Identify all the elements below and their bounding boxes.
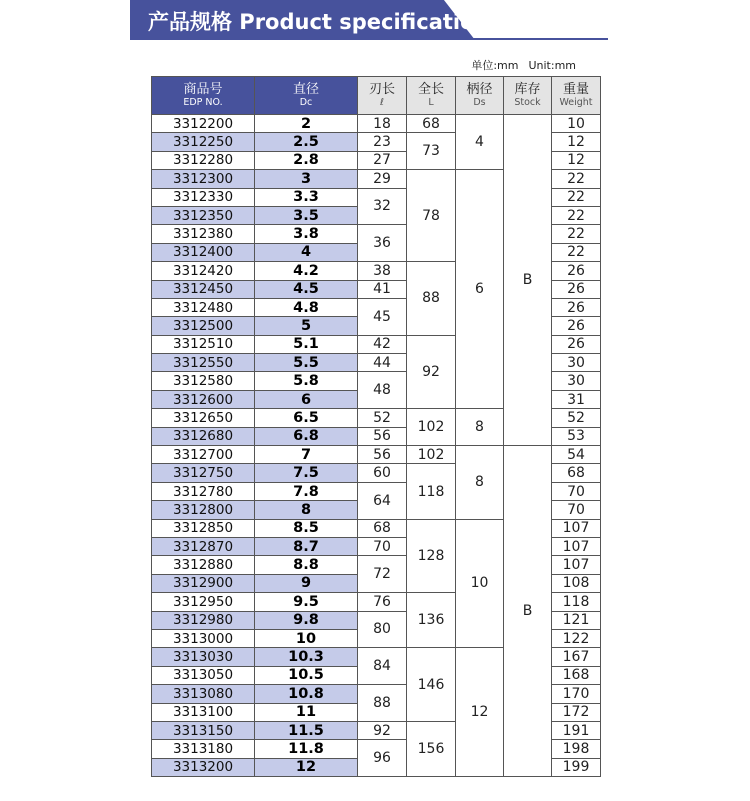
- weight-cell: 22: [552, 206, 601, 224]
- diameter-cell: 2.8: [255, 151, 358, 169]
- weight-cell: 53: [552, 427, 601, 445]
- diameter-cell: 7: [255, 446, 358, 464]
- overall-length-cell: 128: [407, 519, 456, 593]
- diameter-cell: 9: [255, 574, 358, 592]
- edp-number-cell: 3312480: [152, 298, 255, 316]
- weight-cell: 12: [552, 151, 601, 169]
- diameter-cell: 10.5: [255, 666, 358, 684]
- edp-number-cell: 3312550: [152, 354, 255, 372]
- weight-cell: 22: [552, 243, 601, 261]
- weight-cell: 107: [552, 519, 601, 537]
- edp-number-cell: 3312880: [152, 556, 255, 574]
- flute-length-cell: 60: [358, 464, 407, 482]
- shank-diameter-cell: 10: [456, 519, 504, 648]
- weight-cell: 168: [552, 666, 601, 684]
- diameter-cell: 3.5: [255, 206, 358, 224]
- overall-length-cell: 136: [407, 593, 456, 648]
- edp-number-cell: 3312380: [152, 225, 255, 243]
- flute-length-cell: 68: [358, 519, 407, 537]
- overall-length-cell: 118: [407, 464, 456, 519]
- diameter-cell: 7.5: [255, 464, 358, 482]
- flute-length-cell: 96: [358, 740, 407, 777]
- diameter-cell: 4.8: [255, 298, 358, 316]
- weight-cell: 70: [552, 482, 601, 500]
- edp-number-cell: 3312870: [152, 537, 255, 555]
- weight-cell: 22: [552, 188, 601, 206]
- diameter-cell: 6.8: [255, 427, 358, 445]
- diameter-cell: 5.5: [255, 354, 358, 372]
- diameter-cell: 6: [255, 390, 358, 408]
- diameter-cell: 10.3: [255, 648, 358, 666]
- weight-cell: 70: [552, 501, 601, 519]
- table-body: [152, 115, 601, 777]
- edp-number-cell: 3312600: [152, 390, 255, 408]
- diameter-cell: 5.1: [255, 335, 358, 353]
- edp-number-cell: 3313150: [152, 721, 255, 739]
- shank-diameter-cell: 6: [456, 170, 504, 409]
- edp-number-cell: 3313180: [152, 740, 255, 758]
- flute-length-cell: 88: [358, 685, 407, 722]
- edp-number-cell: 3312780: [152, 482, 255, 500]
- weight-cell: 26: [552, 262, 601, 280]
- flute-length-cell: 42: [358, 335, 407, 353]
- weight-cell: 26: [552, 298, 601, 316]
- edp-number-cell: 3312280: [152, 151, 255, 169]
- flute-length-cell: 18: [358, 115, 407, 133]
- edp-number-cell: 3312300: [152, 170, 255, 188]
- diameter-cell: 4.2: [255, 262, 358, 280]
- shank-diameter-cell: 8: [456, 446, 504, 520]
- flute-length-cell: 92: [358, 721, 407, 739]
- diameter-cell: 5.8: [255, 372, 358, 390]
- col-header-shank-diameter: 柄径 Ds: [456, 77, 504, 115]
- flute-length-cell: 64: [358, 482, 407, 519]
- diameter-cell: 11.5: [255, 721, 358, 739]
- weight-cell: 10: [552, 115, 601, 133]
- col-header-diameter: 直径 Dc: [255, 77, 358, 115]
- overall-length-cell: 78: [407, 170, 456, 262]
- flute-length-cell: 41: [358, 280, 407, 298]
- edp-number-cell: 3312250: [152, 133, 255, 151]
- col-header-stock: 库存 Stock: [504, 77, 552, 115]
- stock-cell: B: [504, 446, 552, 777]
- edp-number-cell: 3313030: [152, 648, 255, 666]
- weight-cell: 198: [552, 740, 601, 758]
- weight-cell: 107: [552, 537, 601, 555]
- diameter-cell: 9.5: [255, 593, 358, 611]
- weight-cell: 170: [552, 685, 601, 703]
- edp-number-cell: 3312950: [152, 593, 255, 611]
- flute-length-cell: 56: [358, 446, 407, 464]
- flute-length-cell: 84: [358, 648, 407, 685]
- edp-number-cell: 3313100: [152, 703, 255, 721]
- diameter-cell: 12: [255, 758, 358, 776]
- diameter-cell: 6.5: [255, 409, 358, 427]
- weight-cell: 118: [552, 593, 601, 611]
- edp-number-cell: 3312420: [152, 262, 255, 280]
- edp-number-cell: 3312500: [152, 317, 255, 335]
- overall-length-cell: 146: [407, 648, 456, 722]
- weight-cell: 52: [552, 409, 601, 427]
- table-row: [152, 446, 601, 464]
- weight-cell: 108: [552, 574, 601, 592]
- weight-cell: 172: [552, 703, 601, 721]
- edp-number-cell: 3312850: [152, 519, 255, 537]
- diameter-cell: 8.8: [255, 556, 358, 574]
- diameter-cell: 3.8: [255, 225, 358, 243]
- weight-cell: 30: [552, 372, 601, 390]
- col-header-weight: 重量 Weight: [552, 77, 601, 115]
- diameter-cell: 4.5: [255, 280, 358, 298]
- edp-number-cell: 3312330: [152, 188, 255, 206]
- overall-length-cell: 68: [407, 115, 456, 133]
- banner-underline: [130, 38, 608, 40]
- diameter-cell: 4: [255, 243, 358, 261]
- flute-length-cell: 27: [358, 151, 407, 169]
- weight-cell: 121: [552, 611, 601, 629]
- shank-diameter-cell: 8: [456, 409, 504, 446]
- edp-number-cell: 3312700: [152, 446, 255, 464]
- table-header-row: [152, 77, 601, 115]
- edp-number-cell: 3312510: [152, 335, 255, 353]
- col-header-edp: 商品号 EDP NO.: [152, 77, 255, 115]
- weight-cell: 30: [552, 354, 601, 372]
- diameter-cell: 7.8: [255, 482, 358, 500]
- overall-length-cell: 92: [407, 335, 456, 409]
- shank-diameter-cell: 4: [456, 115, 504, 170]
- unit-en: Unit:mm: [528, 59, 576, 72]
- diameter-cell: 10.8: [255, 685, 358, 703]
- weight-cell: 54: [552, 446, 601, 464]
- edp-number-cell: 3313200: [152, 758, 255, 776]
- overall-length-cell: 156: [407, 721, 456, 776]
- edp-number-cell: 3312350: [152, 206, 255, 224]
- diameter-cell: 11: [255, 703, 358, 721]
- flute-length-cell: 36: [358, 225, 407, 262]
- edp-number-cell: 3312680: [152, 427, 255, 445]
- weight-cell: 191: [552, 721, 601, 739]
- weight-cell: 12: [552, 133, 601, 151]
- edp-number-cell: 3313080: [152, 685, 255, 703]
- flute-length-cell: 44: [358, 354, 407, 372]
- diameter-cell: 10: [255, 629, 358, 647]
- diameter-cell: 3.3: [255, 188, 358, 206]
- flute-length-cell: 29: [358, 170, 407, 188]
- diameter-cell: 2: [255, 115, 358, 133]
- edp-number-cell: 3313050: [152, 666, 255, 684]
- flute-length-cell: 56: [358, 427, 407, 445]
- weight-cell: 26: [552, 280, 601, 298]
- edp-number-cell: 3312580: [152, 372, 255, 390]
- spec-table: [151, 76, 601, 777]
- flute-length-cell: 32: [358, 188, 407, 225]
- diameter-cell: 2.5: [255, 133, 358, 151]
- weight-cell: 22: [552, 225, 601, 243]
- edp-number-cell: 3312900: [152, 574, 255, 592]
- flute-length-cell: 52: [358, 409, 407, 427]
- edp-number-cell: 3312980: [152, 611, 255, 629]
- col-header-overall-length: 全长 L: [407, 77, 456, 115]
- overall-length-cell: 88: [407, 262, 456, 336]
- weight-cell: 107: [552, 556, 601, 574]
- diameter-cell: 3: [255, 170, 358, 188]
- shank-diameter-cell: 12: [456, 648, 504, 777]
- weight-cell: 68: [552, 464, 601, 482]
- overall-length-cell: 102: [407, 409, 456, 446]
- diameter-cell: 8: [255, 501, 358, 519]
- weight-cell: 22: [552, 170, 601, 188]
- edp-number-cell: 3312800: [152, 501, 255, 519]
- weight-cell: 26: [552, 317, 601, 335]
- weight-cell: 167: [552, 648, 601, 666]
- unit-note: [461, 57, 576, 73]
- flute-length-cell: 48: [358, 372, 407, 409]
- edp-number-cell: 3312400: [152, 243, 255, 261]
- edp-number-cell: 3312650: [152, 409, 255, 427]
- diameter-cell: 5: [255, 317, 358, 335]
- weight-cell: 122: [552, 629, 601, 647]
- edp-number-cell: 3312450: [152, 280, 255, 298]
- diameter-cell: 8.7: [255, 537, 358, 555]
- table-row: [152, 115, 601, 133]
- diameter-cell: 8.5: [255, 519, 358, 537]
- flute-length-cell: 45: [358, 298, 407, 335]
- diameter-cell: 11.8: [255, 740, 358, 758]
- weight-cell: 31: [552, 390, 601, 408]
- edp-number-cell: 3313000: [152, 629, 255, 647]
- edp-number-cell: 3312200: [152, 115, 255, 133]
- flute-length-cell: 38: [358, 262, 407, 280]
- flute-length-cell: 80: [358, 611, 407, 648]
- col-header-flute-length: 刃长 ℓ: [358, 77, 407, 115]
- weight-cell: 199: [552, 758, 601, 776]
- unit-cn: 单位:mm: [471, 59, 519, 72]
- flute-length-cell: 76: [358, 593, 407, 611]
- flute-length-cell: 23: [358, 133, 407, 151]
- flute-length-cell: 72: [358, 556, 407, 593]
- overall-length-cell: 102: [407, 446, 456, 464]
- page-title: 产品规格 Product specification: [148, 10, 490, 34]
- weight-cell: 26: [552, 335, 601, 353]
- diameter-cell: 9.8: [255, 611, 358, 629]
- stock-cell: B: [504, 115, 552, 446]
- overall-length-cell: 73: [407, 133, 456, 170]
- edp-number-cell: 3312750: [152, 464, 255, 482]
- flute-length-cell: 70: [358, 537, 407, 555]
